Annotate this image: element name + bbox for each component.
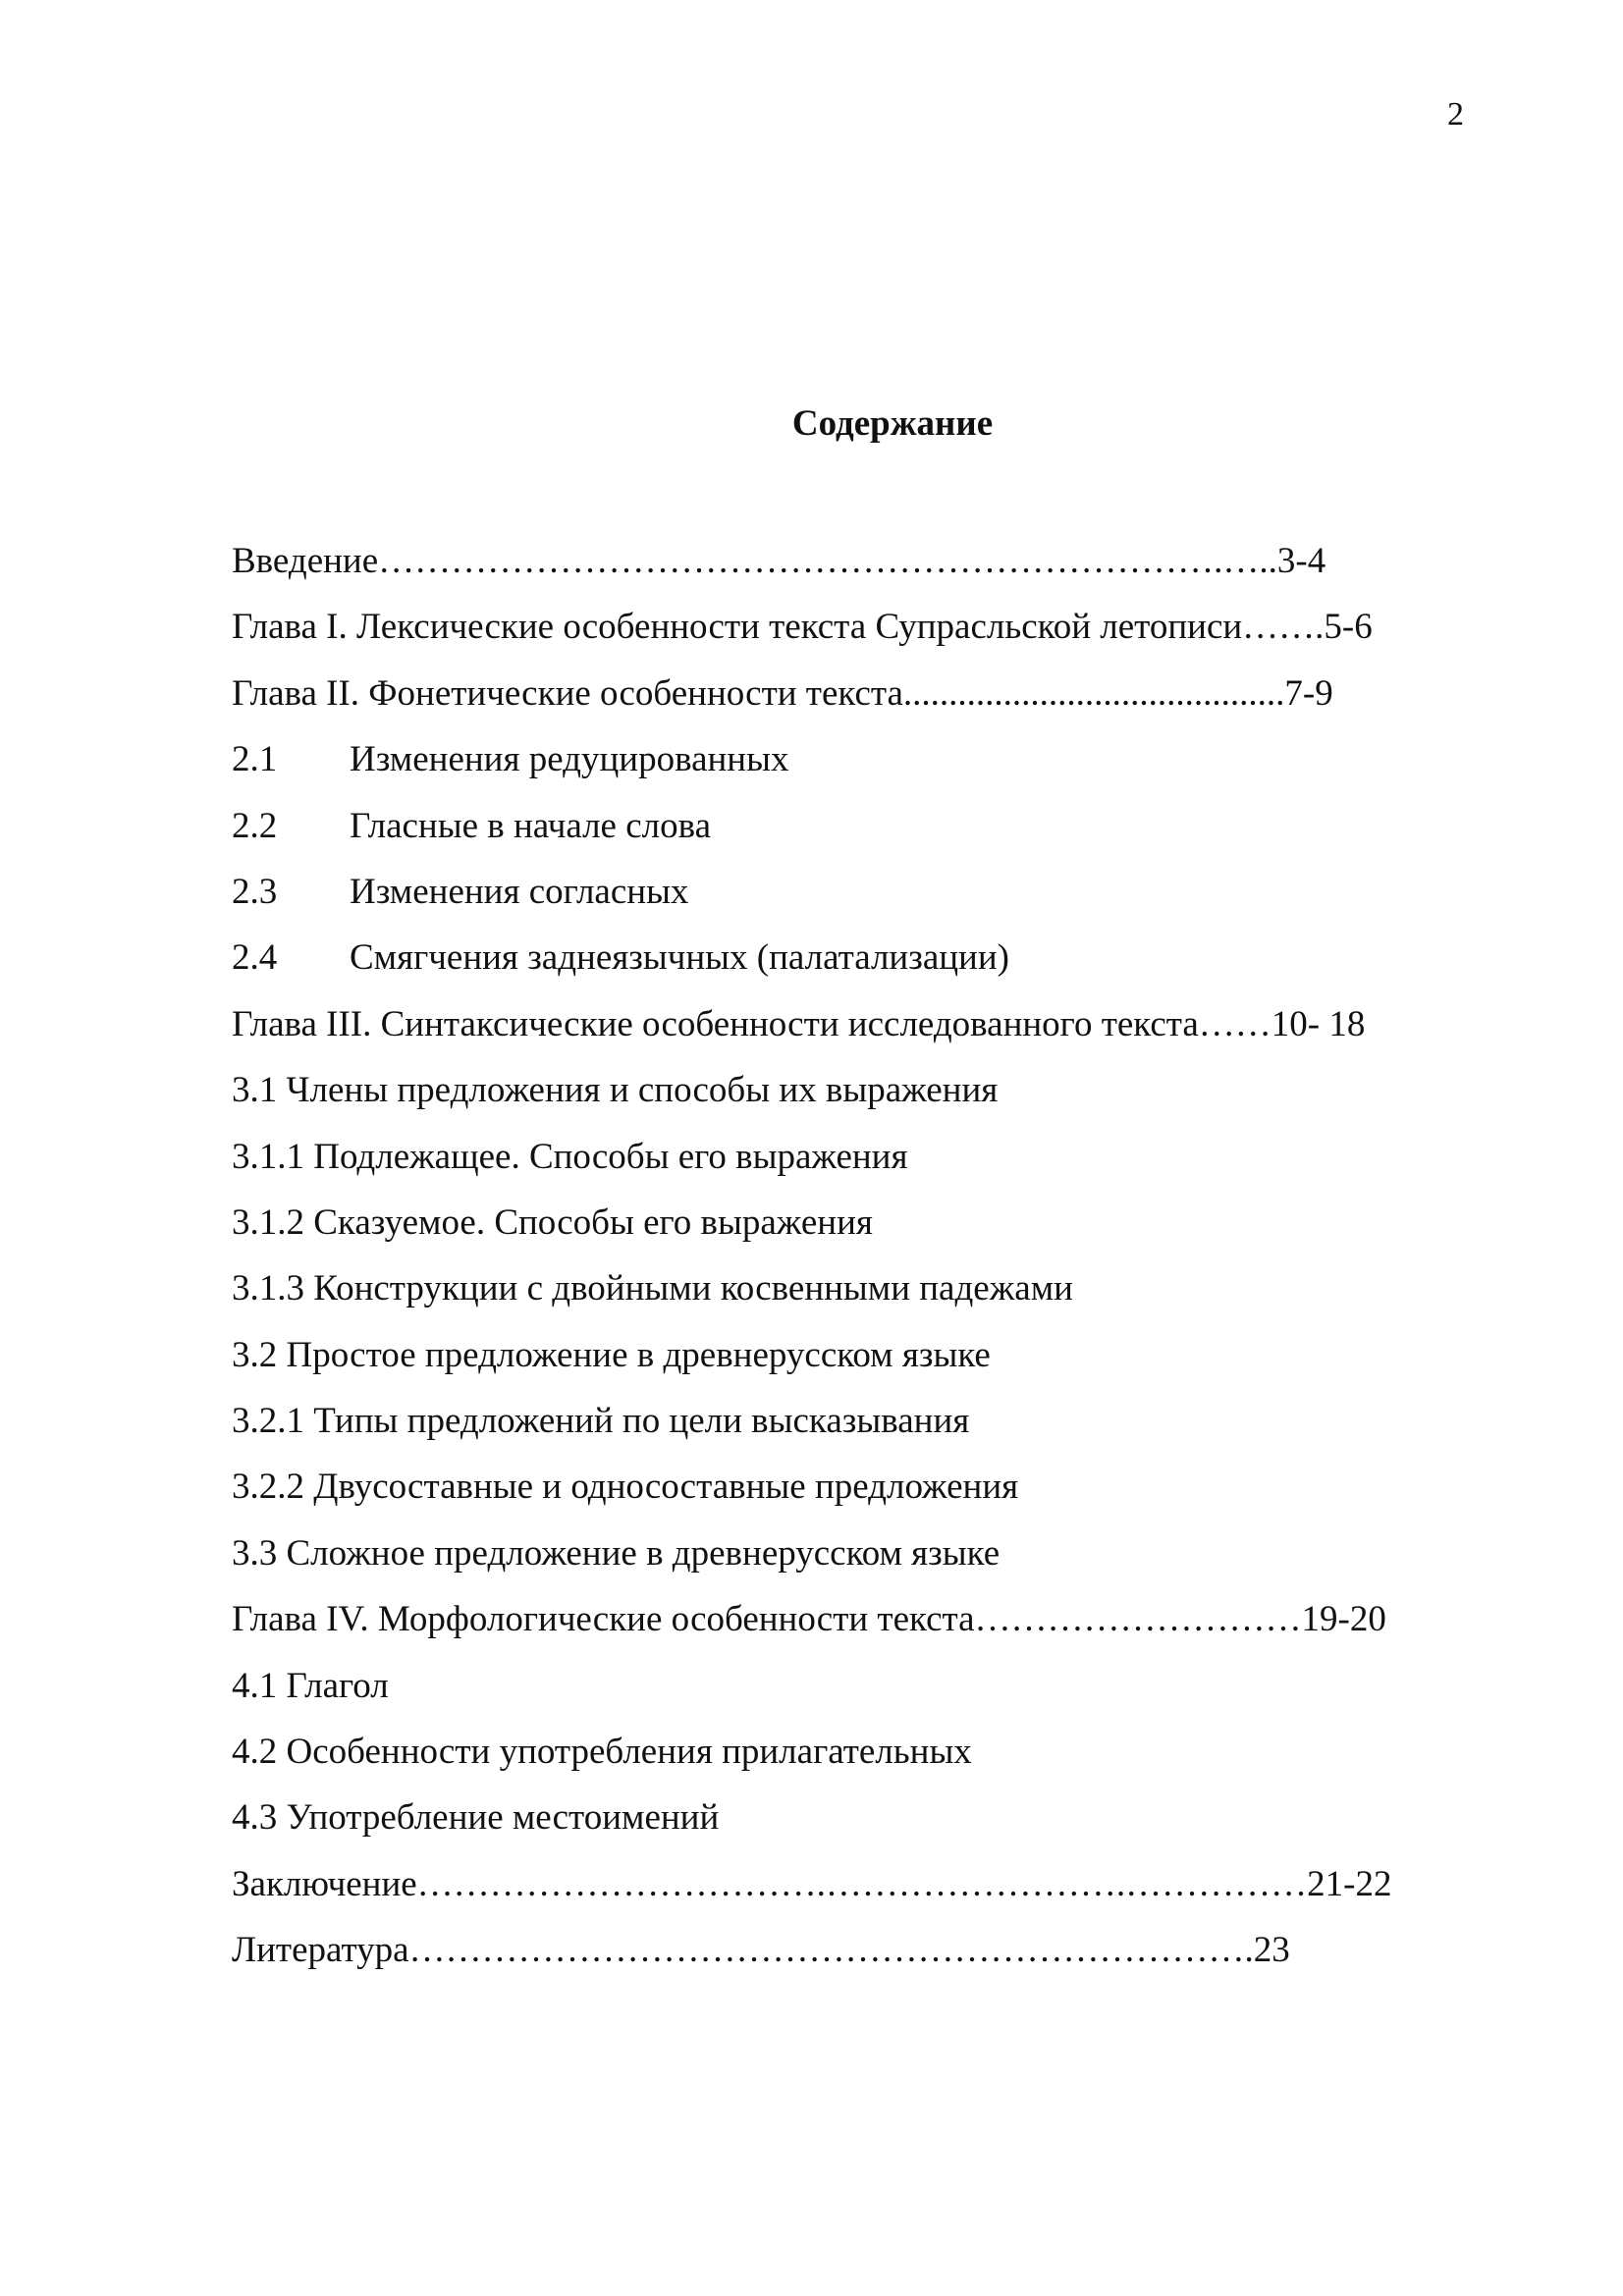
toc-entry-text: Литература…………………………………………………………….23 [232,1930,1290,1971]
toc-entry-text: 3.2.1 Типы предложений по цели высказывания [232,1401,970,1442]
toc-entry-text: Глава I. Лексические особенности текста Супрасльской летописи…….5-6 [232,607,1373,648]
toc-entry-section-3-1-3 [232,1255,1508,1321]
toc-entry-text: 3.1.3 Конструкции с двойными косвенными падежами [232,1268,1073,1309]
toc-entry-text: 3.2.2 Двусоставные и односоставные предложения [232,1467,1019,1508]
toc-entry-text: Изменения согласных [350,871,689,912]
toc-entry-literature [232,1917,1508,1983]
toc-entry-text: 3.1 Члены предложения и способы их выражения [232,1070,999,1111]
toc-entry-section-3-2-1 [232,1388,1508,1454]
toc-entry-section-2-4 [232,925,1508,990]
toc-entry-text: Гласные в начале слова [350,805,711,846]
toc-entry-section-3-1 [232,1057,1508,1123]
toc-entry-text: Смягчения заднеязычных (палатализации) [350,937,1009,979]
toc-entry-text: Глава II. Фонетические особенности текста..........................................7-9 [232,672,1333,714]
toc-entry-section-3-1-1 [232,1124,1508,1190]
toc-entry-number: 2.2 [232,805,278,846]
toc-entry-text: 4.1 Глагол [232,1665,389,1706]
table-of-contents [232,528,1508,1984]
page-number: 2 [1447,96,1464,133]
toc-entry-text: 3.3 Сложное предложение в древнерусском языке [232,1532,1001,1574]
toc-entry-text: Введение…………………………………………………………….…..3-4 [232,541,1326,581]
toc-entry-section-4-1 [232,1653,1508,1719]
toc-entry-number: 2.4 [232,937,278,979]
toc-title: Содержание [791,403,994,444]
toc-entry-text: Изменения редуцированных [350,739,789,780]
toc-entry-chapter-4 [232,1586,1508,1652]
toc-entry-text: Глава III. Синтаксические особенности исследованного текста……10- 18 [232,1003,1366,1044]
toc-entry-number: 2.1 [232,739,278,780]
toc-entry-section-3-2-2 [232,1454,1508,1520]
toc-entry-section-3-3 [232,1521,1508,1586]
toc-entry-text: Заключение…………………………….…………………….……………21-22 [232,1863,1392,1904]
toc-entry-section-3-1-2 [232,1190,1508,1255]
toc-entry-conclusion [232,1851,1508,1917]
toc-entry-chapter-2 [232,661,1508,726]
toc-entry-chapter-3 [232,991,1508,1057]
toc-entry-text: 3.1.2 Сказуемое. Способы его выражения [232,1201,873,1243]
toc-entry-text: 3.1.1 Подлежащее. Способы его выражения [232,1136,908,1177]
toc-entry-section-2-3 [232,859,1508,925]
toc-entry-text: 3.2 Простое предложение в древнерусском языке [232,1334,991,1375]
toc-entry-text: Глава IV. Морфологические особенности текста………………………19-20 [232,1599,1386,1640]
toc-entry-section-2-2 [232,793,1508,859]
toc-entry-text: 4.3 Употребление местоимений [232,1797,720,1839]
toc-entry-introduction [232,528,1508,594]
toc-entry-text: 4.2 Особенности употребления прилагательных [232,1732,972,1773]
toc-entry-section-4-2 [232,1719,1508,1785]
toc-entry-section-2-1 [232,726,1508,792]
toc-entry-section-4-3 [232,1785,1508,1850]
toc-entry-chapter-1 [232,594,1508,660]
toc-entry-number: 2.3 [232,871,278,912]
toc-entry-section-3-2 [232,1322,1508,1388]
